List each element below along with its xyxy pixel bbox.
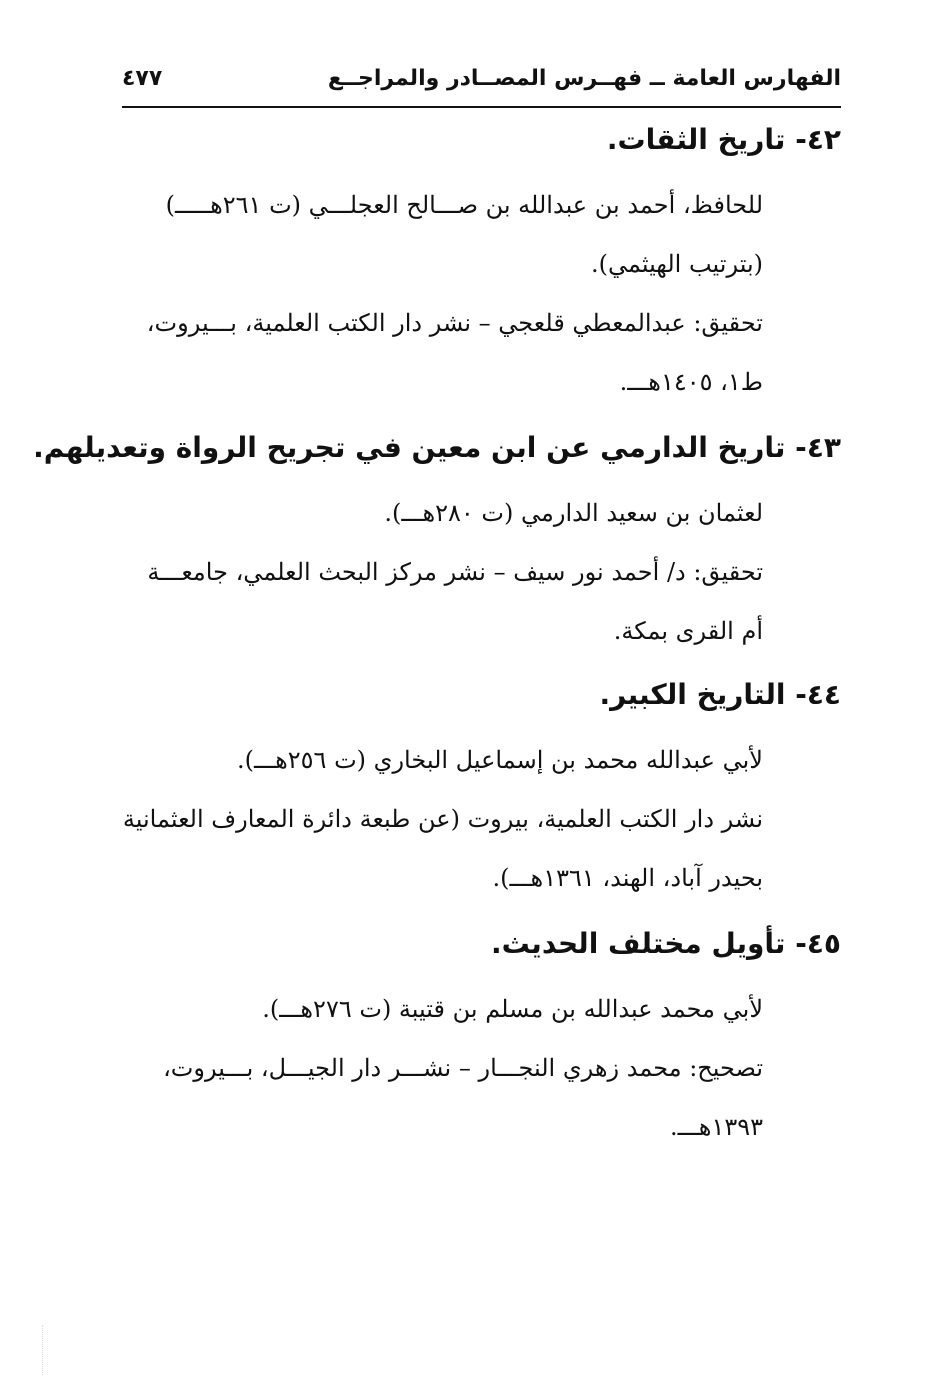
page-header <box>122 60 841 100</box>
bibliography-entry-45 <box>128 924 841 1157</box>
scan-artifact <box>42 1325 61 1375</box>
entry-title: ٤٤- التاريخ الكبير. <box>599 678 841 711</box>
entry-line: لأبي محمد عبدالله بن مسلم بن قتيبة (ت ٢٧٦هـــ). <box>262 995 763 1023</box>
bibliography-entry-42 <box>128 120 841 412</box>
entry-line: لعثمان بن سعيد الدارمي (ت ٢٨٠هـــ). <box>384 499 763 527</box>
entry-line: للحافظ، أحمد بن عبدالله بن صـــالح العجلـــي (ت ٢٦١هـــــ) <box>165 191 763 219</box>
bibliography-entry-44 <box>122 675 841 908</box>
entry-title: ٤٣- تاريخ الدارمي عن ابن معين في تجريح الرواة وتعديلهم. <box>33 431 841 464</box>
entry-title: ٤٥- تأويل مختلف الحديث. <box>491 927 841 960</box>
entry-line: ١٣٩٣هـــ. <box>670 1113 763 1141</box>
page-number: ٤٧٧ <box>122 66 163 91</box>
entry-line: ط١، ١٤٠٥هـــ. <box>619 368 763 396</box>
bibliography-entry-43 <box>33 428 841 661</box>
entry-line: نشر دار الكتب العلمية، بيروت (عن طبعة دائرة المعارف العثمانية <box>122 805 763 833</box>
entry-title: ٤٢- تاريخ الثقات. <box>606 123 841 156</box>
entry-line: تحقيق: د/ أحمد نور سيف – نشر مركز البحث العلمي، جامعـــة <box>147 558 763 586</box>
entry-line: بحيدر آباد، الهند، ١٣٦١هـــ). <box>492 864 763 892</box>
entry-line: تحقيق: عبدالمعطي قلعجي – نشر دار الكتب العلمية، بـــيروت، <box>146 309 763 337</box>
entry-line: أم القرى بمكة. <box>613 617 763 645</box>
entry-line: لأبي عبدالله محمد بن إسماعيل البخاري (ت ٢٥٦هـــ). <box>237 746 763 774</box>
entry-line: تصحيح: محمد زهري النجـــار – نشـــر دار الجيـــل، بـــيروت، <box>163 1054 763 1082</box>
entry-line: (بترتيب الهيثمي). <box>590 250 763 278</box>
header-rule <box>122 106 841 108</box>
running-title: الفهارس العامة ــ فهــرس المصــادر والمراجــع <box>327 66 841 91</box>
